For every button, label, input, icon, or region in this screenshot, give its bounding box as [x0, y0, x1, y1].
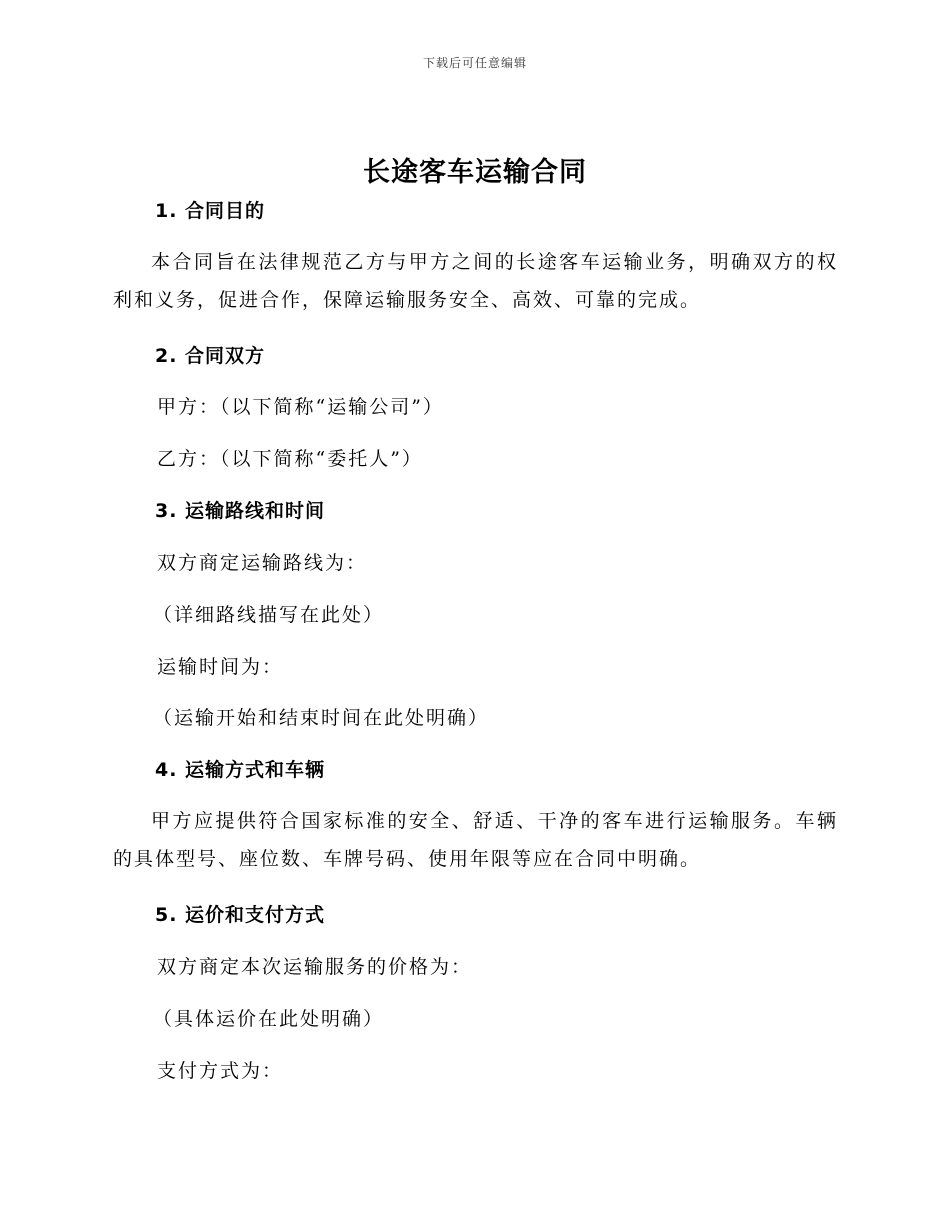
route-intro: 双方商定运输路线为： — [157, 552, 368, 574]
header-note: 下载后可任意编辑 — [422, 56, 527, 70]
section-2-heading: 2. 合同双方 — [155, 345, 266, 367]
section-4-heading: 4. 运输方式和车辆 — [155, 759, 326, 781]
party-b-line: 乙方：（以下简称“委托人”） — [157, 448, 423, 470]
payment-intro: 支付方式为： — [157, 1060, 284, 1082]
party-a-line: 甲方：（以下简称“运输公司”） — [157, 396, 444, 418]
time-placeholder: （运输开始和结束时间在此处明确） — [153, 707, 490, 729]
time-intro: 运输时间为： — [157, 656, 284, 678]
section-3-heading: 3. 运输路线和时间 — [155, 500, 326, 522]
section-1-heading: 1. 合同目的 — [155, 200, 266, 222]
price-placeholder: （具体运价在此处明确） — [153, 1008, 385, 1030]
route-placeholder: （详细路线描写在此处） — [153, 604, 385, 626]
price-intro: 双方商定本次运输服务的价格为： — [157, 956, 473, 978]
section-1-paragraph: 本合同旨在法律规范乙方与甲方之间的长途客车运输业务，明确双方的权利和义务，促进合作，保障运输服务安全、高效、可靠的完成。 — [113, 251, 838, 311]
document-title: 长途客车运输合同 — [363, 157, 587, 188]
section-5-heading: 5. 运价和支付方式 — [155, 904, 326, 926]
section-4-paragraph: 甲方应提供符合国家标准的安全、舒适、干净的客车进行运输服务。车辆的具体型号、座位数、车牌号码、使用年限等应在合同中明确。 — [113, 810, 838, 870]
